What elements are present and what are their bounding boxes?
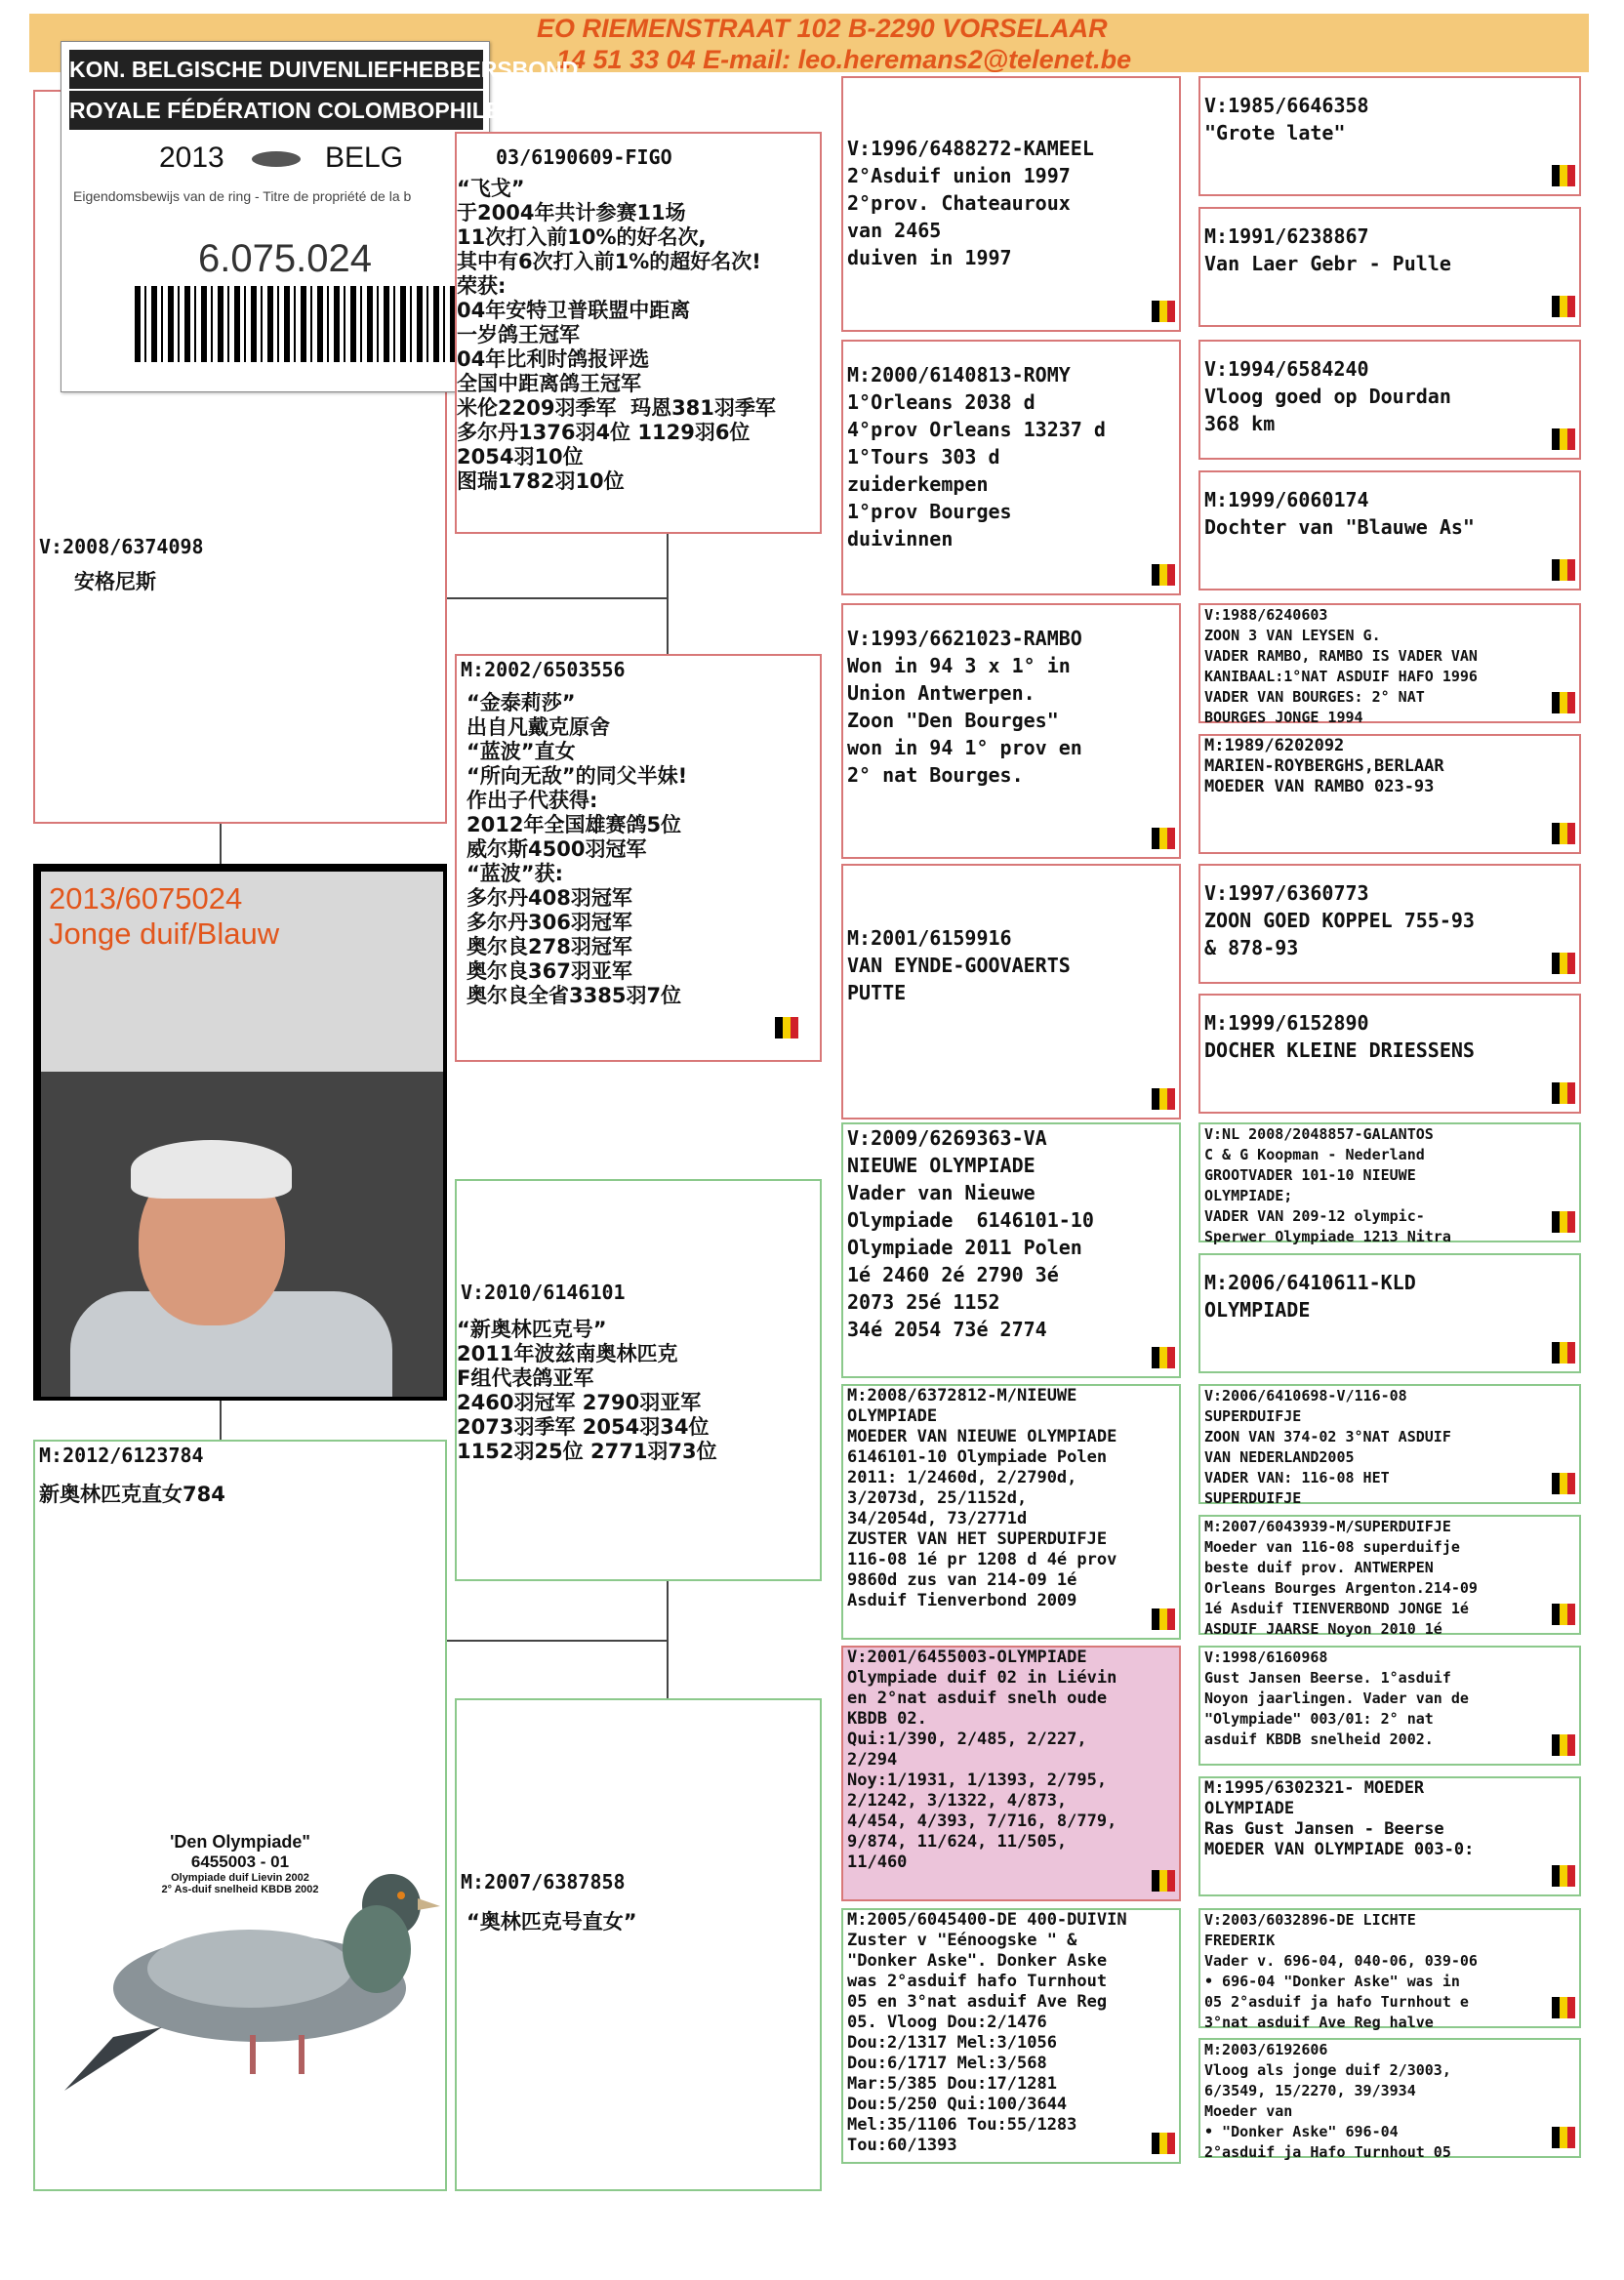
ring-card-title-1: KON. BELGISCHE DUIVENLIEFHEBBERSBOND	[69, 50, 483, 89]
flag-icon	[1552, 1865, 1575, 1887]
gen2-mm-text: “奥林匹克号直女”	[467, 1910, 637, 1934]
flag-icon	[1552, 165, 1575, 186]
gen3-box	[841, 864, 1181, 1120]
connector	[220, 824, 222, 864]
photo-caption-ring: 2013/6075024	[49, 881, 243, 916]
gen2-fm-ring: M:2002/6503556	[461, 658, 626, 681]
gen4-text: V:1988/6240603 ZOON 3 VAN LEYSEN G. VADER RAMBO, RAMBO IS VADER VAN KANIBAAL:1°NAT ASDUIF HAFO 1996 VADER VAN BOURGES: 2° NAT BOURGES JONGE 1994	[1204, 606, 1478, 726]
ring-card-title-2: ROYALE FÉDÉRATION COLOMBOPHILE BELGE	[69, 91, 483, 130]
gen3-text: V:2001/6455003-OLYMPIADE Olympiade duif 02 in Liévin en 2°nat asduif snelh oude KBDB 02. Qui:1/390, 2/485, 2/227, 2/294 Noy:1/1931, 1/1393, 2/795, 2/1242, 3/1322, 4/873, 4/454, 4/393, 7/716, 8/779, 9/874, 11/624, 11/505, 11/460	[847, 1648, 1117, 1872]
flag-icon	[1552, 2127, 1575, 2148]
gen4-box	[1198, 207, 1581, 327]
gen3-box	[841, 1122, 1181, 1378]
connector	[447, 597, 668, 599]
father-name: 安格尼斯	[74, 570, 156, 593]
flag-icon	[1152, 564, 1175, 586]
flag-icon	[1152, 301, 1175, 322]
gen3-box	[841, 340, 1181, 595]
flag-icon	[1552, 692, 1575, 713]
gen3-box	[841, 1384, 1181, 1640]
gen4-text: V:1985/6646358 "Grote late"	[1204, 94, 1369, 144]
flag-icon	[1552, 296, 1575, 317]
ring-country: BELG	[325, 142, 404, 174]
gen4-text: M:1999/6152890 DOCHER KLEINE DRIESSENS	[1204, 1011, 1475, 1062]
flag-icon	[1152, 1088, 1175, 1110]
flag-icon	[1552, 823, 1575, 844]
gen2-fm-text: “金泰莉莎” 出自凡戴克原舍 “蓝波”直女 “所向无敌”的同父半妹! 作出子代获得: 2012年全国雄赛鸽5位 威尔斯4500羽冠军 “蓝波”获: 多尔丹408羽冠军 多尔丹306羽冠军 奥尔良278羽冠军 奥尔良367羽亚军 奥尔良全省3385羽7位	[467, 691, 688, 1007]
gen4-text: V:2003/6032896-DE LICHTE FREDERIK Vader v. 696-04, 040-06, 039-06 • 696-04 "Donker Aske" was in 05 2°asduif ja hafo Turnhout e 3°nat asduif Ave Reg halve	[1204, 1911, 1478, 2031]
gen3-text: V:2009/6269363-VA NIEUWE OLYMPIADE Vader van Nieuwe Olympiade 6146101-10 Olympiade 2011 Polen 1é 2460 2é 2790 3é 2073 25é 1152 34é 2054 73é 2774	[847, 1126, 1094, 1341]
gen4-box	[1198, 76, 1581, 196]
owner-photo	[33, 864, 447, 1401]
pigeon-caption-ring: 6455003 - 01	[190, 1852, 290, 1871]
gen2-mm-ring: M:2007/6387858	[461, 1870, 626, 1893]
flag-icon	[1552, 1734, 1575, 1756]
gen4-box	[1198, 1253, 1581, 1373]
flag-icon	[1552, 428, 1575, 450]
mother-box	[33, 1440, 447, 2191]
gen3-text: M:2000/6140813-ROMY 1°Orleans 2038 d 4°prov Orleans 13237 d 1°Tours 303 d zuiderkempen 1°prov Bourges duivinnen	[847, 363, 1106, 550]
gen4-box	[1198, 603, 1581, 726]
gen4-box	[1198, 1384, 1581, 1507]
gen4-text: V:NL 2008/2048857-GALANTOS C & G Koopman - Nederland GROOTVADER 101-10 NIEUWE OLYMPIADE; VADER VAN 209-12 olympic- Sperwer Olympiade 1213 Nitra	[1204, 1125, 1451, 1245]
flag-icon	[1552, 1997, 1575, 2018]
pigeon-caption-line4: 2° As-duif snelheid KBDB 2002	[161, 1884, 319, 1895]
gen3-box	[841, 1908, 1181, 2164]
gen4-box	[1198, 470, 1581, 590]
gen2-mf-text: “新奥林匹克号” 2011年波兹南奥林匹克 F组代表鸽亚军 2460羽冠军 2790羽亚军 2073羽季军 2054羽34位 1152羽25位 2771羽73位	[457, 1318, 717, 1463]
gen4-text: V:1997/6360773 ZOON GOED KOPPEL 755-93 & 878-93	[1204, 881, 1475, 959]
gen3-text: M:2005/6045400-DE 400-DUIVIN Zuster v "Eénoogske " & "Donker Aske". Donker Aske was 2°asduif hafo Turnhout 05 en 3°nat asduif Ave Reg 05. Vloog Dou:2/1476 Dou:2/1317 Mel:3/1056 Dou:6/1717 Mel:3/568 Mar:5/385 Dou:17/1281 Dou:5/250 Qui:100/3644 Mel:35/1106 Tou:55/1283 Tou:60/1393	[847, 1910, 1127, 2155]
header-address: EO RIEMENSTRAAT 102 B-2290 VORSELAAR	[537, 14, 1108, 43]
gen2-ff-ring: 03/6190609-FIGO	[496, 145, 672, 169]
mother-name: 新奥林匹克直女784	[39, 1483, 225, 1506]
gen4-box	[1198, 1515, 1581, 1638]
flag-icon	[1152, 1870, 1175, 1892]
gen4-text: V:1994/6584240 Vloog goed op Dourdan 368 km	[1204, 357, 1451, 435]
gen2-mm-box	[455, 1698, 822, 2191]
ring-ownership: Eigendomsbewijs van de ring - Titre de propriété de la b	[73, 188, 412, 204]
barcode-icon	[135, 286, 471, 362]
flag-icon	[775, 1017, 798, 1038]
pigeon-caption-name: 'Den Olympiade"	[170, 1832, 310, 1852]
gen4-box	[1198, 340, 1581, 460]
flag-icon	[1552, 1342, 1575, 1364]
father-ring: V:2008/6374098	[39, 535, 204, 558]
gen3-box	[841, 76, 1181, 332]
gen2-fm-box	[455, 654, 822, 1062]
flag-icon	[1552, 559, 1575, 581]
gen4-text: M:1991/6238867 Van Laer Gebr - Pulle	[1204, 224, 1451, 275]
gen4-box	[1198, 994, 1581, 1114]
flag-icon	[1152, 1347, 1175, 1368]
connector	[667, 534, 669, 654]
flag-icon	[1152, 828, 1175, 849]
gen3-text: V:1996/6488272-KAMEEL 2°Asduif union 1997 2°prov. Chateauroux van 2465 duiven in 1997	[847, 137, 1094, 269]
gen4-text: M:2007/6043939-M/SUPERDUIFJE Moeder van 116-08 superduifje beste duif prov. ANTWERPEN Orleans Bourges Argenton.214-09 1é Asduif TIENVERBOND JONGE 1é ASDUIF JAARSE Noyon 2010 1é	[1204, 1518, 1478, 1638]
flag-icon	[1552, 953, 1575, 974]
flag-icon	[1552, 1211, 1575, 1233]
gen4-box	[1198, 1122, 1581, 1245]
connector	[447, 1640, 668, 1642]
gen3-text: M:2008/6372812-M/NIEUWE OLYMPIADE MOEDER VAN NIEUWE OLYMPIADE 6146101-10 Olympiade Polen 2011: 1/2460d, 2/2790d, 3/2073d, 25/1152d, 34/2054d, 73/2771d ZUSTER VAN HET SUPERDUIFJE 116-08 1é pr 1208 d 4é prov 9860d zus van 214-09 1é Asduif Tienverbond 2009	[847, 1386, 1117, 1610]
header-contact: 14 51 33 04 E-mail: leo.heremans2@telenet.be	[556, 45, 1132, 74]
ring-year: 2013	[159, 142, 224, 174]
gen3-text: V:1993/6621023-RAMBO Won in 94 3 x 1° in Union Antwerpen. Zoon "Den Bourges" won in 94 1° prov en 2° nat Bourges.	[847, 627, 1082, 787]
gen3-box	[841, 1646, 1181, 1901]
gen4-box	[1198, 2038, 1581, 2161]
photo-hair	[131, 1140, 292, 1199]
gen4-box	[1198, 1908, 1581, 2031]
photo-caption-color: Jonge duif/Blauw	[49, 916, 280, 951]
flag-icon	[1152, 1608, 1175, 1630]
ring-number: 6.075.024	[198, 237, 372, 280]
flag-icon	[1552, 1604, 1575, 1625]
gen4-text: V:1998/6160968 Gust Jansen Beerse. 1°asduif Noyon jaarlingen. Vader van de "Olympiade" 003/01: 2° nat asduif KBDB snelheid 2002.	[1204, 1649, 1469, 1748]
pigeon-caption-line3: Olympiade duif Lievin 2002	[171, 1872, 309, 1884]
gen4-text: M:2003/6192606 Vloog als jonge duif 2/3003, 6/3549, 15/2270, 39/3934 Moeder van • "Donker Aske" 696-04 2°asduif ja Hafo Turnhout 05	[1204, 2041, 1451, 2161]
connector	[667, 1581, 669, 1698]
flag-icon	[1552, 1082, 1575, 1104]
gen2-ff-text: “飞戈” 于2004年共计参赛11场 11次打入前10%的好名次, 其中有6次打入前1%的超好名次! 荣获: 04年安特卫普联盟中距离 一岁鸽王冠军 04年比利时鸽报评选 全国中距离鸽王冠军 米伦2209羽季军 玛恩381羽季军 多尔丹1376羽4位 1129羽6位 2054羽10位 图瑞1782羽10位	[457, 177, 776, 493]
gen2-mf-box	[455, 1179, 822, 1581]
gen4-box	[1198, 1776, 1581, 1896]
gen4-text: M:2006/6410611-KLD OLYMPIADE	[1204, 1271, 1416, 1322]
gen4-box	[1198, 1646, 1581, 1766]
gen4-text: M:1989/6202092 MARIEN-ROYBERGHS,BERLAAR MOEDER VAN RAMBO 023-93	[1204, 736, 1444, 796]
gen2-ff-box	[455, 132, 822, 534]
flag-icon	[1152, 2133, 1175, 2154]
gen4-text: V:2006/6410698-V/116-08 SUPERDUIFJE ZOON VAN 374-02 3°NAT ASDUIF VAN NEDERLAND2005 VADER VAN: 116-08 HET SUPERDUIFJE	[1204, 1387, 1451, 1507]
gen3-box	[841, 603, 1181, 859]
gen3-text: M:2001/6159916 VAN EYNDE-GOOVAERTS PUTTE	[847, 926, 1071, 1004]
gen4-box	[1198, 864, 1581, 984]
flag-icon	[1552, 1473, 1575, 1494]
mother-ring: M:2012/6123784	[39, 1444, 204, 1467]
connector	[220, 1401, 222, 1440]
gen4-box	[1198, 734, 1581, 854]
gen4-text: M:1999/6060174 Dochter van "Blauwe As"	[1204, 488, 1475, 539]
gen2-mf-ring: V:2010/6146101	[461, 1281, 626, 1304]
gen4-text: M:1995/6302321- MOEDER OLYMPIADE Ras Gust Jansen - Beerse MOEDER VAN OLYMPIADE 003-0:	[1204, 1778, 1475, 1859]
bird-emblem-icon	[252, 151, 301, 167]
